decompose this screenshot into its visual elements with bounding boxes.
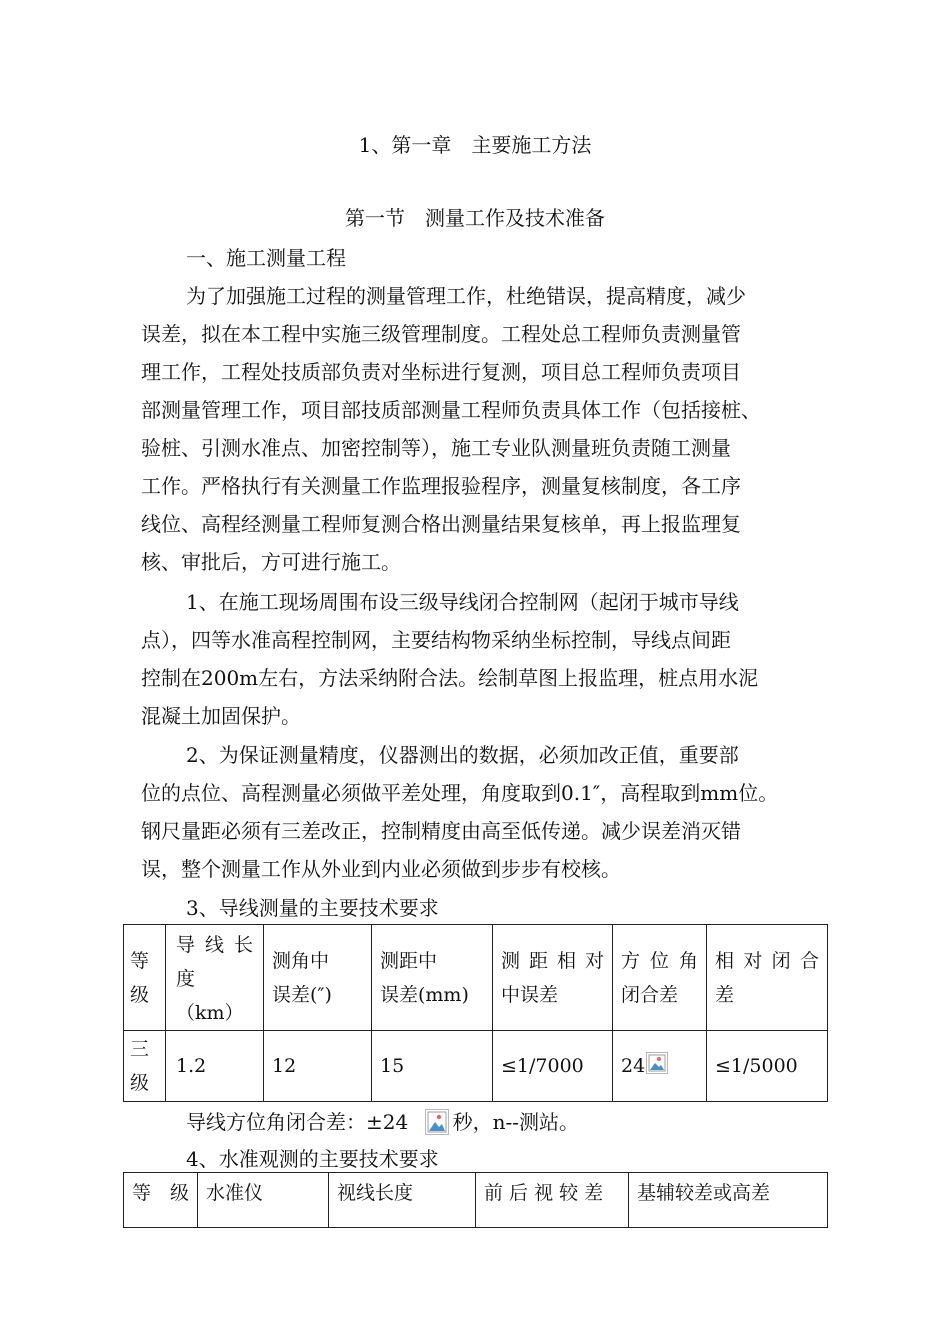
table-header-row <box>124 1173 828 1228</box>
para3-line: 钢尺量距必须有三差改正，控制精度由高至低传递。减少误差消灭错 <box>141 819 741 843</box>
header-cell: 等 级 <box>124 1173 198 1228</box>
header-cell: 等 级 <box>124 925 166 1031</box>
para1-line: 工作。严格执行有关测量工作监理报验程序，测量复核制度，各工序 <box>141 474 741 498</box>
para1-line: 验桩、引测水准点、加密控制等），施工专业队测量班负责随工测量 <box>141 436 731 460</box>
para1-line: 为了加强施工过程的测量管理工作，杜绝错误，提高精度，减少 <box>186 284 746 308</box>
table2-caption: 4、水准观测的主要技术要求 <box>186 1147 439 1171</box>
header-cell: 基辅较差或高差 <box>629 1173 828 1228</box>
header-cell: 测角中 误差(″) <box>264 925 372 1031</box>
section-title: 第一节 测量工作及技术准备 <box>345 206 605 230</box>
table-row <box>124 1031 828 1102</box>
para3-line: 误，整个测量工作从外业到内业必须做到步步有校核。 <box>141 857 621 881</box>
header-cell: 相 对 闭 合 差 <box>707 925 828 1031</box>
para2-line: 混凝土加固保护。 <box>141 704 301 728</box>
broken-image-icon <box>425 1109 449 1135</box>
table1-caption: 3、导线测量的主要技术要求 <box>186 896 439 920</box>
para3-line: 2、为保证测量精度，仪器测出的数据，必须加改正值，重要部 <box>186 743 739 767</box>
chapter-title: 1、第一章 主要施工方法 <box>358 133 592 157</box>
leveling-spec-table <box>123 1172 828 1228</box>
header-cell: 方 位 角 闭合差 <box>613 925 707 1031</box>
para1-line: 线位、高程经测量工程师复测合格出测量结果复核单，再上报监理复 <box>141 512 741 536</box>
para3-line: 位的点位、高程测量必须做平差处理，角度取到0.1″，高程取到mm位。 <box>141 781 779 805</box>
angle-error-cell: 12 <box>264 1031 372 1102</box>
grade-cell: 三 级 <box>124 1031 166 1102</box>
header-cell: 水准仪 <box>198 1173 329 1228</box>
para1-line: 部测量管理工作，项目部技质部测量工程师负责具体工作（包括接桩、 <box>141 398 761 422</box>
length-cell: 1.2 <box>166 1031 264 1102</box>
para2-line: 控制在200m左右，方法采纳附合法。绘制草图上报监理，桩点用水泥 <box>141 666 759 690</box>
header-cell: 测距中 误差(mm) <box>372 925 493 1031</box>
header-cell: 导 线 长 度 （km） <box>166 925 264 1031</box>
relative-closure-cell: ≤1/5000 <box>707 1031 828 1102</box>
table1-note: 导线方位角闭合差：±24 秒，n--测站。 <box>186 1110 579 1134</box>
broken-image-icon <box>646 1052 668 1074</box>
traverse-spec-table <box>123 924 828 1102</box>
distance-error-cell: 15 <box>372 1031 493 1102</box>
header-cell: 测 距 相 对 中误差 <box>493 925 613 1031</box>
para1-line: 误差，拟在本工程中实施三级管理制度。工程处总工程师负责测量管 <box>141 322 741 346</box>
relative-distance-error-cell: ≤1/7000 <box>493 1031 613 1102</box>
azimuth-closure-cell: 24 <box>613 1031 707 1102</box>
para2-line: 点），四等水准高程控制网，主要结构物采纳坐标控制，导线点间距 <box>141 628 731 652</box>
header-cell: 前 后 视 较 差 <box>476 1173 629 1228</box>
para1-line: 核、审批后，方可进行施工。 <box>141 550 401 574</box>
para2-line: 1、在施工现场周围布设三级导线闭合控制网（起闭于城市导线 <box>186 590 739 614</box>
table-header-row <box>124 925 828 1031</box>
para1-line: 理工作，工程处技质部负责对坐标进行复测，项目总工程师负责项目 <box>141 360 741 384</box>
header-cell: 视线长度 <box>329 1173 476 1228</box>
subsection-heading: 一、施工测量工程 <box>186 246 346 270</box>
